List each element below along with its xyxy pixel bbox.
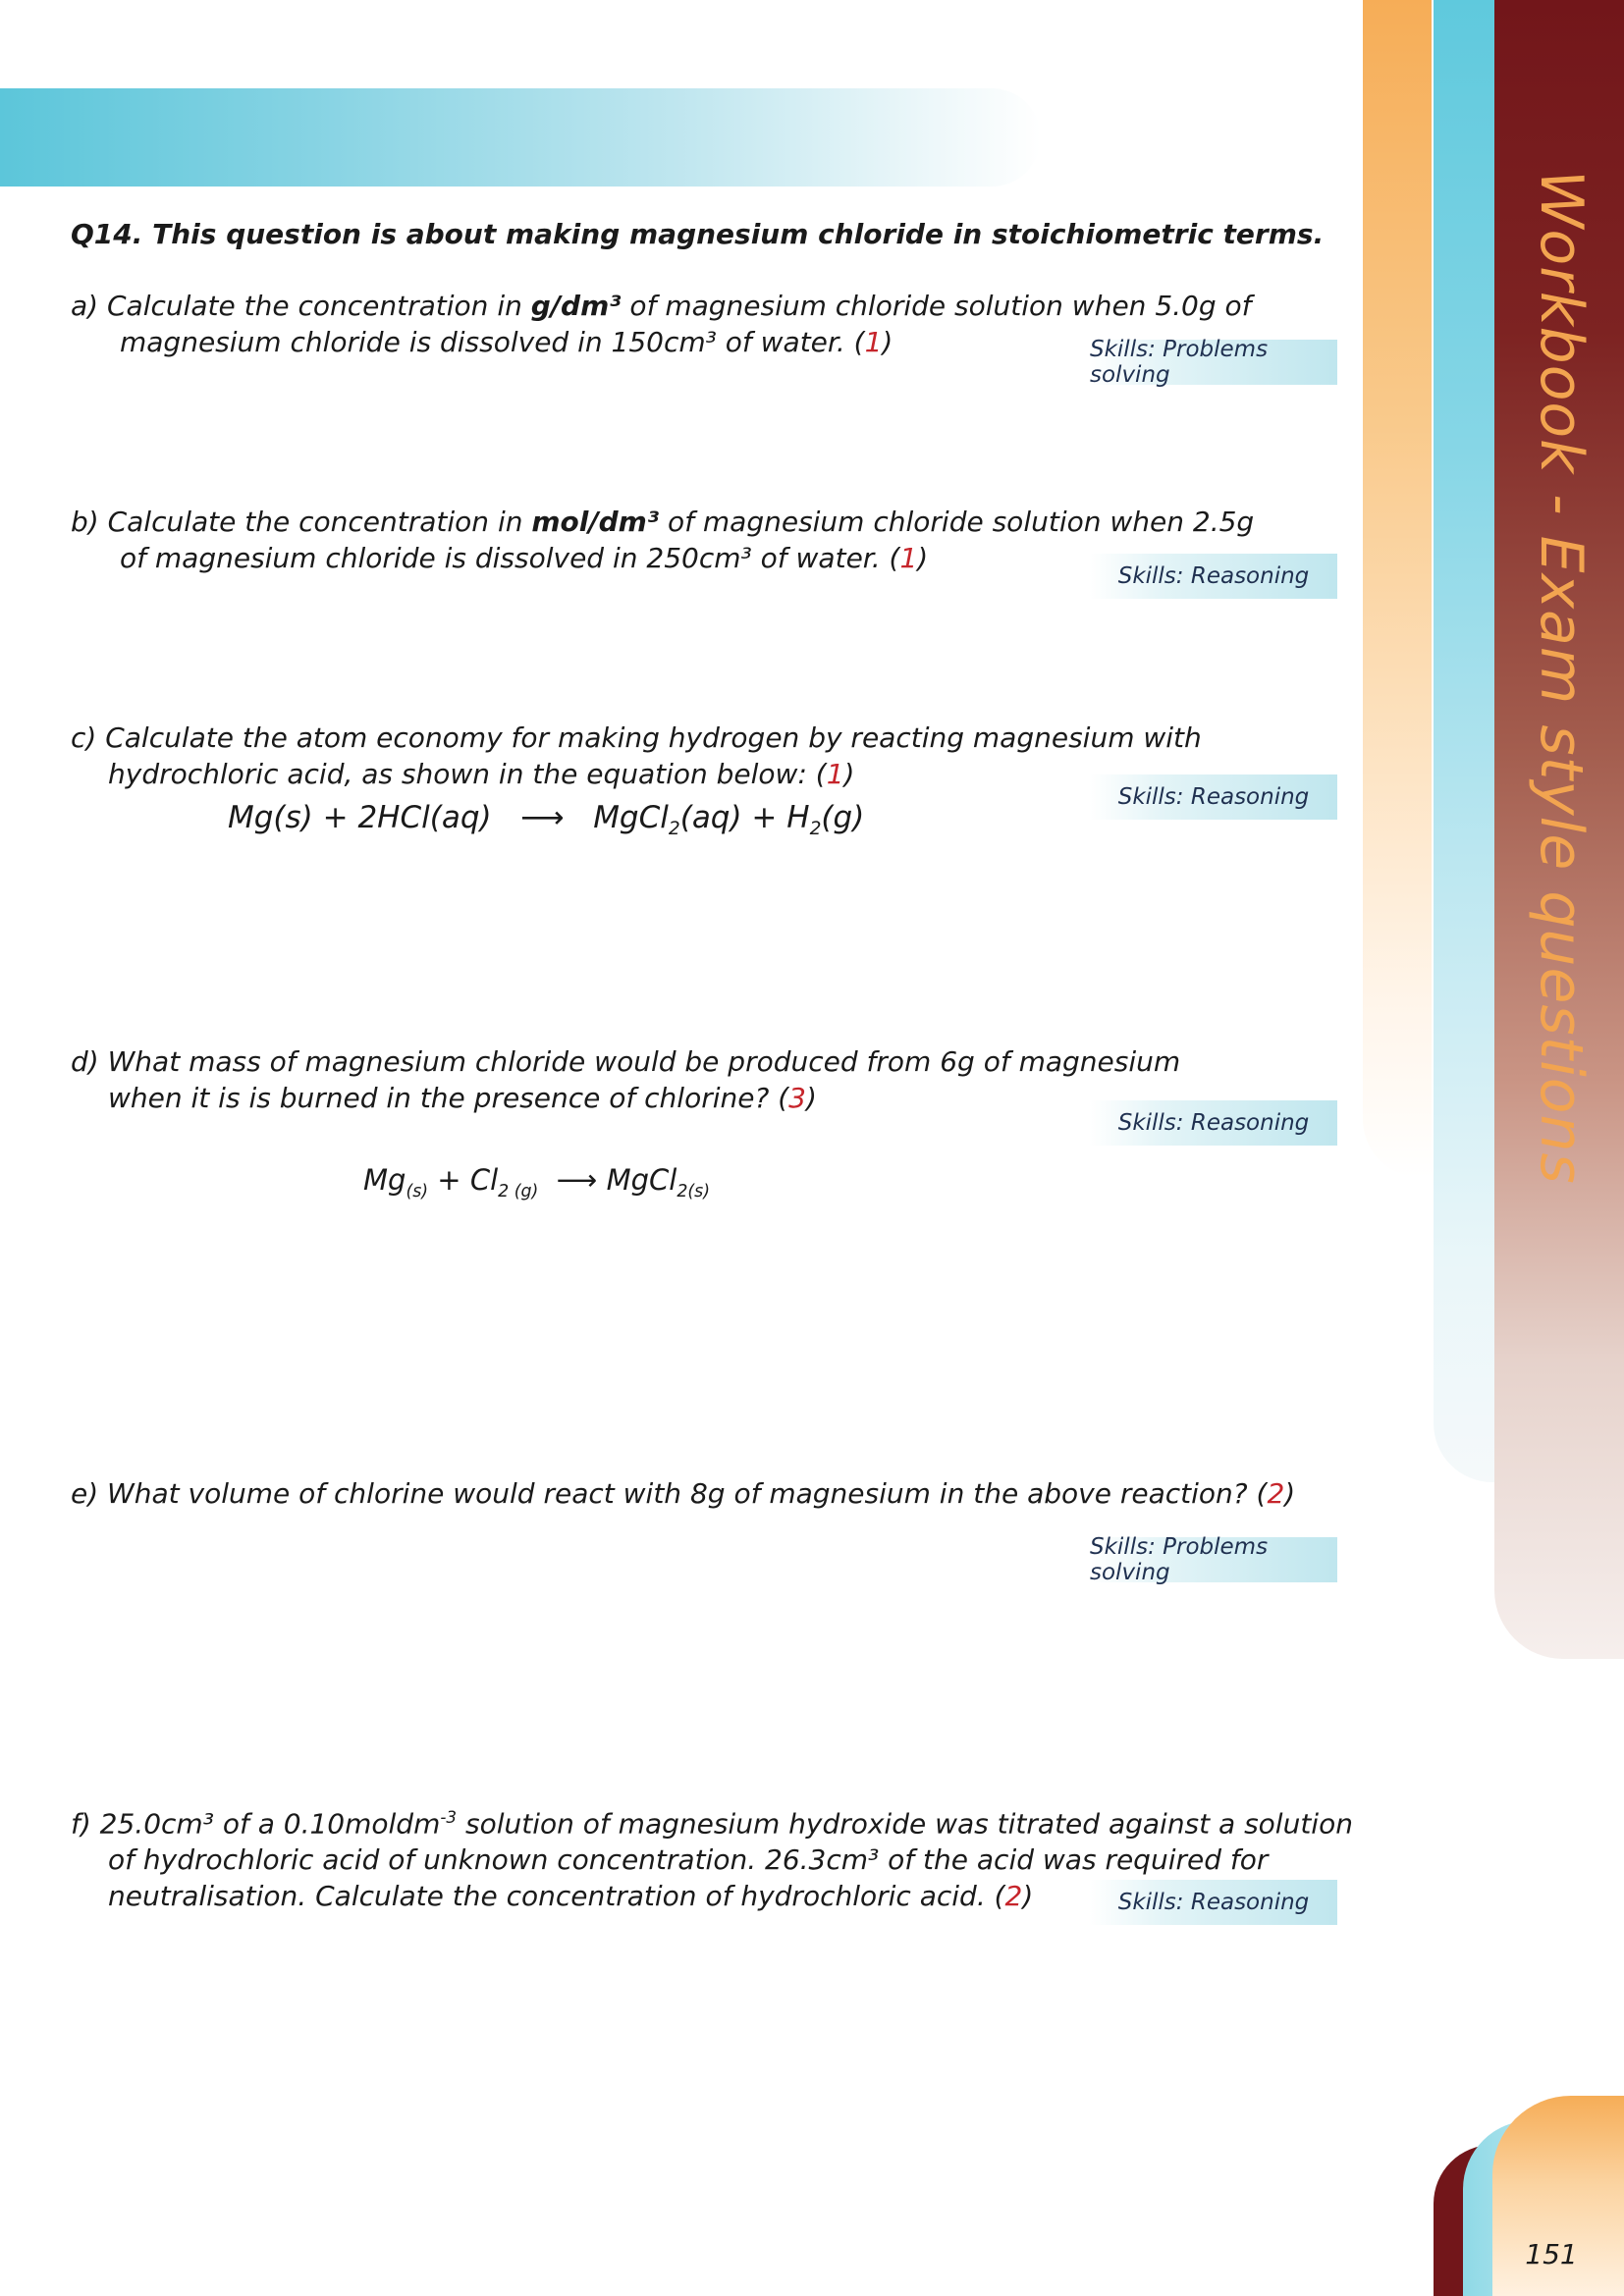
part-f-line1-post: solution of magnesium hydroxide was titrated against a solution [457, 1807, 1353, 1841]
part-c-close: ) [843, 758, 855, 790]
part-c-skills-badge: Skills: Reasoning [1090, 774, 1337, 820]
part-f-skills-badge: Skills: Reasoning [1090, 1880, 1337, 1925]
part-c-marks: 1 [826, 758, 844, 790]
header-band [0, 88, 1041, 187]
part-d-eq-mg-sub: (s) [406, 1181, 429, 1201]
part-f-line1-pre: f) 25.0cm³ of a 0.10moldm [71, 1807, 441, 1841]
page-number: 151 [1525, 2238, 1578, 2270]
part-c-line1: c) Calculate the atom economy for making hydrogen by reacting magnesium with [71, 721, 1202, 754]
part-a-close: ) [882, 326, 893, 358]
part-b-post: of magnesium chloride solution when 2.5g [659, 506, 1255, 538]
part-b-close: ) [917, 542, 929, 574]
part-c-eq-p2-sub: 2 [809, 819, 822, 840]
side-bar-orange [1363, 0, 1432, 1178]
part-e-marks: 2 [1267, 1477, 1285, 1510]
part-d-eq-arrow: ⟶ [556, 1163, 598, 1197]
part-a-unit: g/dm³ [530, 290, 622, 322]
part-b-line2: of magnesium chloride is dissolved in 250cm³ of water. ( [120, 542, 900, 574]
part-c-eq-reactants: Mg(s) + 2HCl(aq) [228, 800, 492, 835]
part-d-marks: 3 [788, 1082, 806, 1114]
part-c-eq-arrow: ⟶ [520, 800, 565, 835]
part-f-line1-sup: -3 [440, 1807, 458, 1827]
part-e-line1: e) What volume of chlorine would react with 8g of magnesium in the above reaction? ( [71, 1477, 1268, 1510]
part-f-line2: of hydrochloric acid of unknown concentration. 26.3cm³ of the acid was required for [108, 1843, 1269, 1877]
part-b-skills-badge: Skills: Reasoning [1090, 554, 1337, 599]
part-b-text [71, 504, 1254, 576]
part-f-line3: neutralisation. Calculate the concentration of hydrochloric acid. ( [108, 1880, 1005, 1913]
part-c-equation [228, 800, 864, 839]
side-title-text: Workbook - Exam style questions [1527, 170, 1597, 1185]
part-c-eq-p1-state: (aq) + H [679, 800, 810, 835]
part-b-marks: 1 [899, 542, 918, 574]
part-a-skills-badge: Skills: Problems solving [1090, 340, 1337, 385]
part-a-pre: a) Calculate the concentration in [71, 290, 531, 322]
part-c-eq-p2-state: (g) [821, 800, 865, 835]
part-a-marks: 1 [864, 326, 883, 358]
part-d-equation [363, 1163, 710, 1201]
part-d-eq-mg: Mg [363, 1163, 406, 1197]
part-c-text [71, 720, 1202, 792]
part-a-post: of magnesium chloride solution when 5.0g of [621, 290, 1252, 322]
part-d-skills-badge: Skills: Reasoning [1090, 1100, 1337, 1146]
part-d-eq-product: MgCl [606, 1163, 677, 1197]
part-d-text [71, 1043, 1180, 1116]
part-c-eq-p1: MgCl [593, 800, 669, 835]
part-b-pre: b) Calculate the concentration in [71, 506, 532, 538]
part-d-eq-product-sub: 2(s) [677, 1181, 711, 1201]
part-e-close: ) [1284, 1477, 1296, 1510]
part-d-line1: d) What mass of magnesium chloride would be produced from 6g of magnesium [71, 1045, 1181, 1078]
part-a-text [71, 288, 1252, 360]
part-d-line2: when it is is burned in the presence of chlorine? ( [108, 1082, 789, 1114]
part-e-text [71, 1475, 1295, 1512]
side-bar-cyan [1434, 0, 1494, 1482]
part-d-eq-cl-sub: 2 (g) [498, 1181, 539, 1201]
part-f-close: ) [1022, 1880, 1034, 1913]
question-title: Q14. This question is about making magnesium chloride in stoichiometric terms. [71, 218, 1325, 250]
part-e-skills-badge: Skills: Problems solving [1090, 1537, 1337, 1582]
part-a-line2: magnesium chloride is dissolved in 150cm³ of water. ( [120, 326, 865, 358]
part-c-eq-p1-sub: 2 [668, 819, 680, 840]
part-d-eq-cl: + Cl [428, 1163, 499, 1197]
part-f-marks: 2 [1004, 1880, 1023, 1913]
part-c-line2: hydrochloric acid, as shown in the equation below: ( [108, 758, 827, 790]
side-title [1492, 170, 1624, 1185]
part-b-unit: mol/dm³ [531, 506, 660, 538]
part-d-close: ) [805, 1082, 817, 1114]
